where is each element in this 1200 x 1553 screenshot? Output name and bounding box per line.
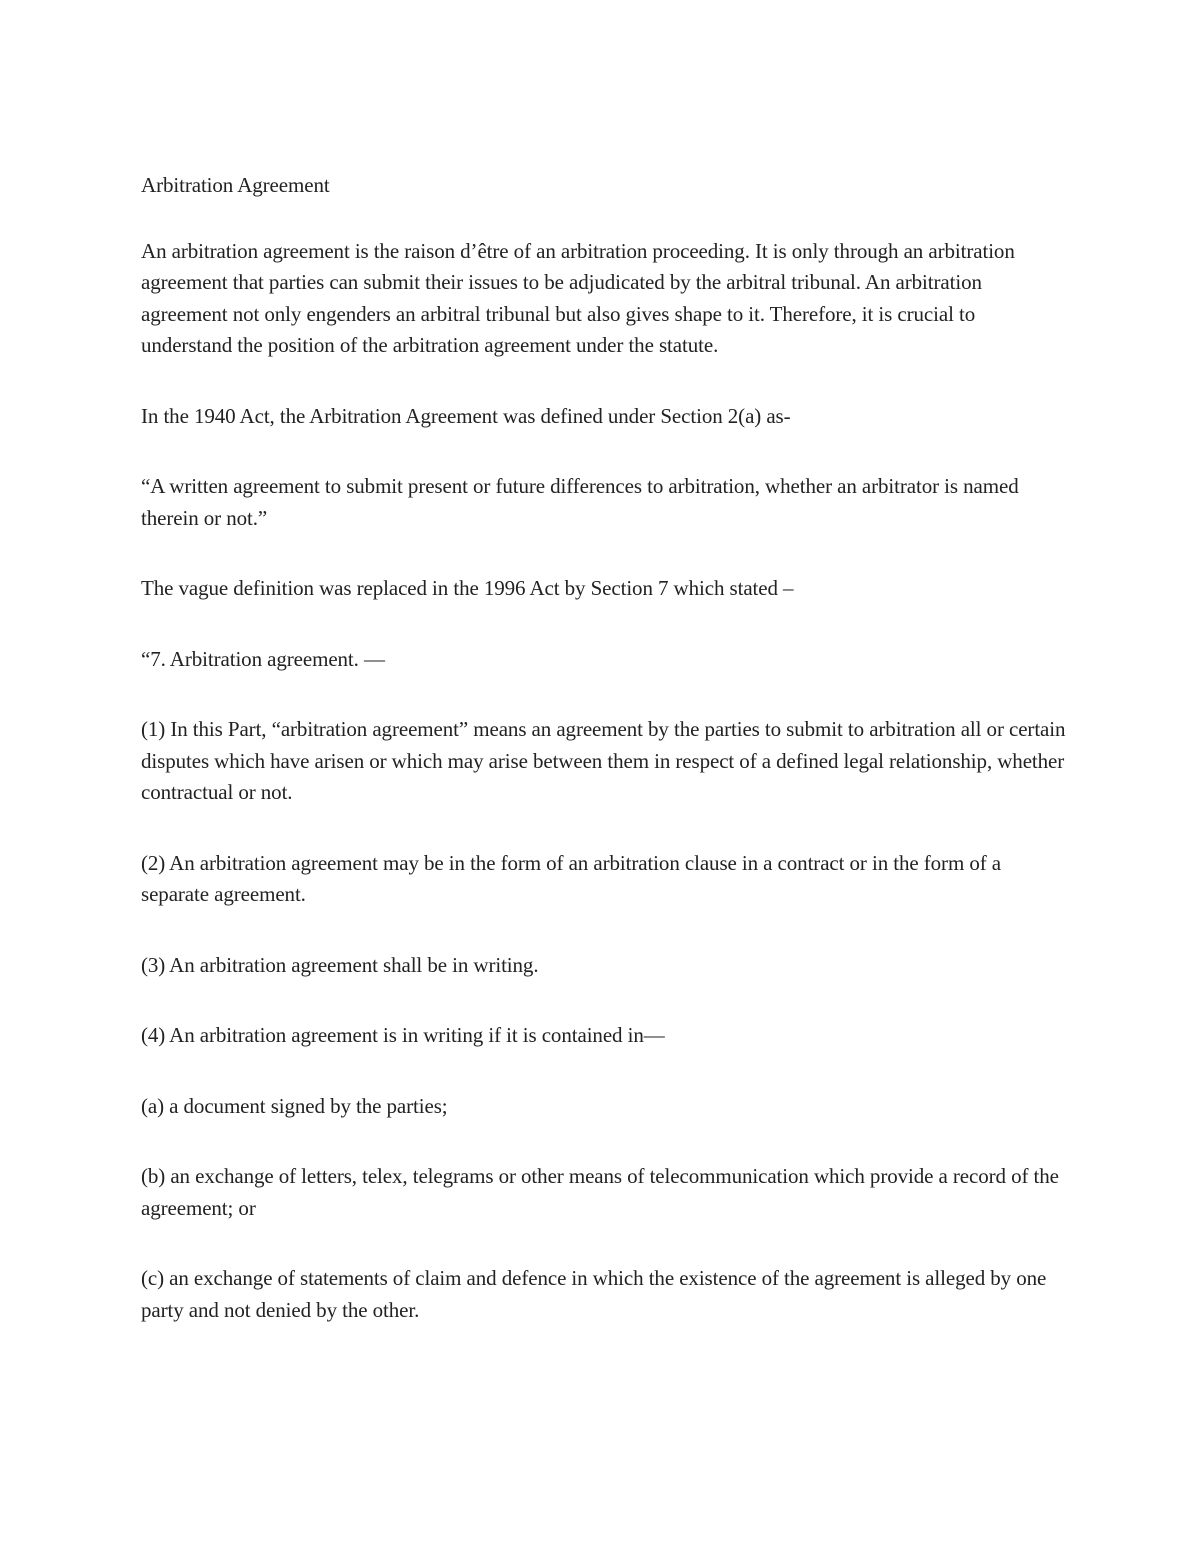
clause-4b: (b) an exchange of letters, telex, telegrams or other means of telecommunication which provide a record of the agreement; or: [141, 1164, 1059, 1220]
document-body: [141, 170, 1071, 1365]
clause-3: (3) An arbitration agreement shall be in writing.: [141, 952, 539, 977]
paragraph-1940-act: In the 1940 Act, the Arbitration Agreement was defined under Section 2(a) as-: [141, 403, 791, 428]
paragraph-intro: An arbitration agreement is the raison d’être of an arbitration proceeding. It is only through an arbitration agreement that parties can submit their issues to be adjudicated by the arbitral tribunal. An arbitration agreement not only engenders an arbitral tribunal but also gives shape to it. Therefore, it is crucial to understand the position of the arbitration agreement under the statute.: [141, 238, 1015, 357]
section-7-heading: “7. Arbitration agreement. —: [141, 646, 385, 671]
paragraph-1996-act: The vague definition was replaced in the 1996 Act by Section 7 which stated –: [141, 576, 794, 600]
clause-4a: (a) a document signed by the parties;: [141, 1093, 448, 1118]
clause-2: (2) An arbitration agreement may be in the form of an arbitration clause in a contract or in the form of a separate agreement.: [141, 850, 1001, 906]
clause-4c: (c) an exchange of statements of claim and defence in which the existence of the agreement is alleged by one party and not denied by the other.: [141, 1266, 1047, 1322]
clause-4: (4) An arbitration agreement is in writing if it is contained in—: [141, 1023, 665, 1047]
clause-1: (1) In this Part, “arbitration agreement” means an agreement by the parties to submit to arbitration all or certain disputes which have arisen or which may arise between them in respect of a defined legal relationship, whether contractual or not.: [141, 717, 1066, 804]
paragraph-1940-definition-quote: “A written agreement to submit present or future differences to arbitration, whether an arbitrator is named therein or not.”: [141, 474, 1019, 530]
document-title: Arbitration Agreement: [141, 173, 330, 197]
